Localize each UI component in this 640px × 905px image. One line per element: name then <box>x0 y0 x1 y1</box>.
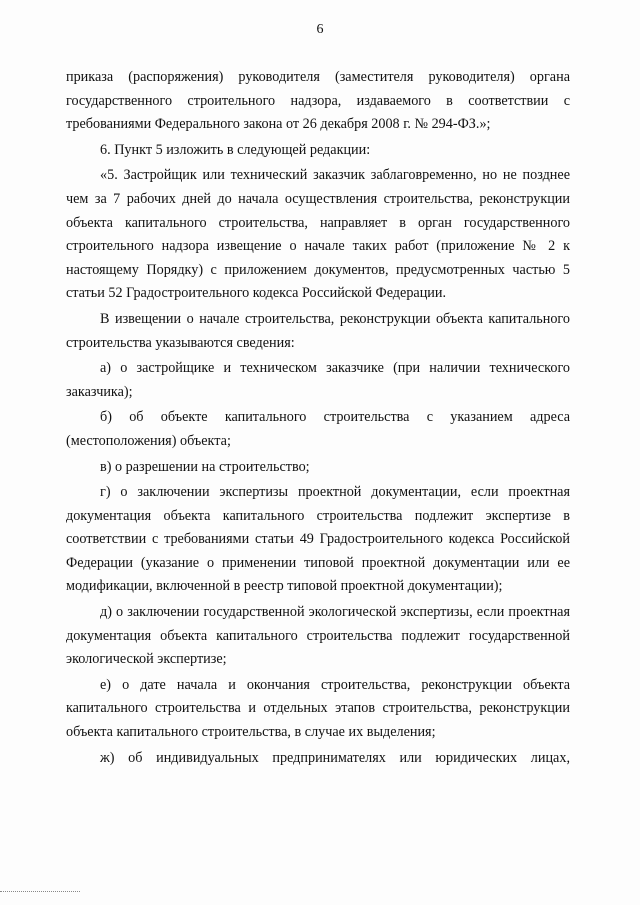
list-item-a: а) о застройщике и техническом заказчике (при наличии технического заказчика); <box>66 360 570 400</box>
paragraph-item-6: 6. Пункт 5 изложить в следующей редакции: <box>100 141 371 158</box>
paragraph-notice-info: В извещении о начале строительства, реконструкции объекта капитального строительства указываются сведения: <box>66 310 570 351</box>
list-item-b: б) об объекте капитального строительства с указанием адреса (местоположения) объекта; <box>66 409 570 449</box>
page-number: 6 <box>316 22 324 37</box>
list-item-zh: ж) об индивидуальных предпринимателях или юридических лицах, <box>100 749 570 766</box>
list-item-e: е) о дате начала и окончания строительства, реконструкции объекта капитального строительства и отдельных этапов строительства, реконструкции объекта капитального строительства, в случае их выделения; <box>66 676 570 741</box>
paragraph-continuation: приказа (распоряжения) руководителя (заместителя руководителя) органа государственного строительного надзора, издаваемого в соответствии с требованиями Федерального закона от 26 декабря 2008 г. № 294-ФЗ.»; <box>66 69 570 133</box>
list-item-v: в) о разрешении на строительство; <box>100 458 310 475</box>
list-item-d: д) о заключении государственной экологической экспертизы, если проектная документация объекта капитального строительства подлежит государственной экологической экспертизе; <box>66 604 570 668</box>
scan-artifact <box>0 891 80 893</box>
document-body <box>66 66 570 770</box>
paragraph-clause-5: «5. Застройщик или технический заказчик заблаговременно, но не позднее чем за 7 рабочих дней до начала осуществления строительства, реконструкции объекта капитального строительства, направляет в орган государственного строительного надзора извещение о начале таких работ (приложение № 2 к настоящему Порядку) с приложением документов, предусмотренных частью 5 статьи 52 Градостроительного кодекса Российской Федерации. <box>66 167 570 302</box>
list-item-g: г) о заключении экспертизы проектной документации, если проектная документация объекта капитального строительства подлежит экспертизе в соответствии с требованиями статьи 49 Градостроительного кодекса Российской Федерации (указание о применении типовой проектной документации или ее модификации, включенной в реестр типовой проектной документации); <box>66 484 570 595</box>
